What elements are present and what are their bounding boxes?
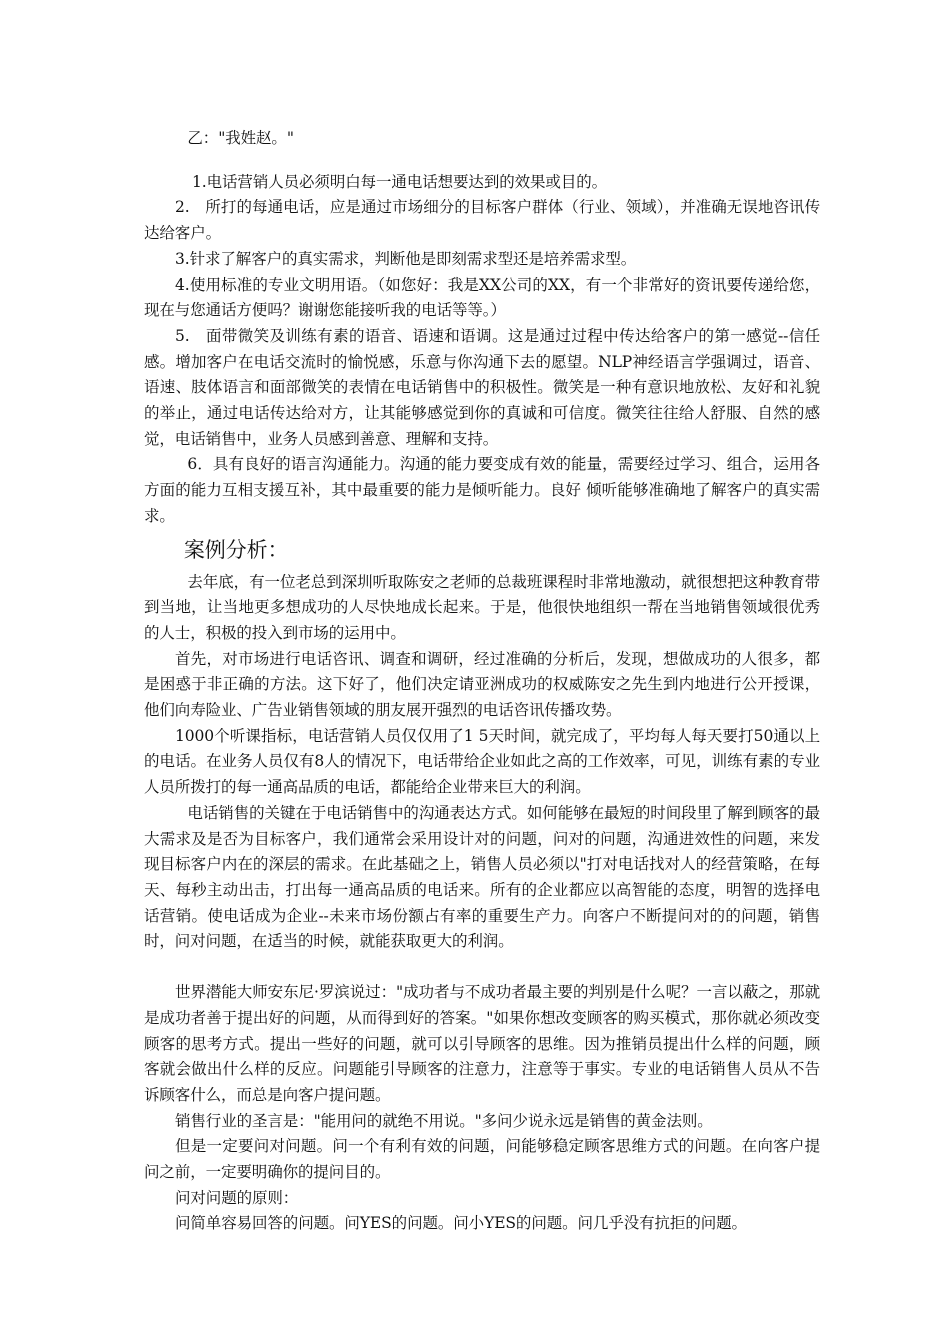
- point-4: 4.使用标准的专业文明用语。（如您好：我是XX公司的XX，有一个非常好的资讯要传递给您，现在与您通话方便吗？谢谢您能接听我的电话等等。）: [144, 275, 820, 320]
- closing-paragraph: 问简单容易回答的问题。问YES的问题。问小YES的问题。问几乎没有抗拒的问题。: [175, 1214, 747, 1233]
- point-2: 2. 所打的每通电话，应是通过市场细分的目标客户群体（行业、领域），并准确无误地咨讯传达给客户。: [144, 198, 820, 243]
- dialog-line: 乙："我姓赵。": [187, 129, 294, 147]
- point-3: 3.针求了解客户的真实需求，判断他是即刻需求型还是培养需求型。: [175, 249, 637, 268]
- case-paragraph: 1000个听课指标，电话营销人员仅仅用了1 5天时间，就完成了，平均每人每天要打50通以上的电话。在业务人员仅有8人的情况下，电话带给企业如此之高的工作效率，可见，训练有素的专业人员所拨打的每一通高品质的电话，都能给企业带来巨大的利润。: [144, 726, 820, 797]
- spacer: [144, 955, 820, 980]
- closing-paragraph: 问对问题的原则：: [175, 1188, 299, 1207]
- case-paragraph: 电话销售的关键在于电话销售中的沟通表达方式。如何能够在最短的时间段里了解到顾客的最大需求及是否为目标客户，我们通常会采用设计对的问题，问对的问题，沟通进效性的问题，来发现目标客户内在的深层的需求。在此基础之上，销售人员必须以"打对电话找对人的经营策略，在每天、每秒主动出击，打出每一通高品质的电话来。所有的企业都应以高智能的态度，明智的选择电话营销。使电话成为企业--未来市场份额占有率的重要生产力。向客户不断提问对的的问题，销售时，问对问题，在适当的时候，就能获取更大的利润。: [144, 803, 820, 951]
- point-1: 1.电话营销人员必须明白每一通电话想要达到的效果或目的。: [192, 172, 608, 191]
- spacer: [144, 152, 820, 170]
- closing-paragraph: 世界潜能大师安东尼·罗滨说过："成功者与不成功者最主要的判别是什么呢？一言以蔽之，那就是成功者善于提出好的问题，从而得到好的答案。"如果你想改变顾客的购买模式，那你就必须改变顾客的思考方式。提出一些好的问题，就可以引导顾客的思维。因为推销员提出什么样的问题，顾客就会做出什么样的反应。问题能引导顾客的注意力，注意等于事实。专业的电话销售人员从不告诉顾客什么，而总是向客户提问题。: [144, 983, 820, 1104]
- document-body: [144, 126, 820, 1237]
- case-heading: 案例分析：: [183, 537, 289, 562]
- closing-paragraph: 销售行业的圣言是："能用问的就绝不用说。"多问少说永远是销售的黄金法则。: [175, 1111, 713, 1130]
- closing-paragraph: 但是一定要问对问题。问一个有利有效的问题，问能够稳定顾客思维方式的问题。在向客户提问之前，一定要明确你的提问目的。: [144, 1137, 820, 1182]
- case-paragraph: 首先，对市场进行电话咨讯、调查和调研，经过准确的分析后，发现，想做成功的人很多，都是困惑于非正确的方法。这下好了，他们决定请亚洲成功的权威陈安之先生到内地进行公开授课，他们向寿险业、广告业销售领域的朋友展开强烈的电话咨讯传播攻势。: [144, 649, 820, 720]
- case-paragraph: 去年底，有一位老总到深圳听取陈安之老师的总裁班课程时非常地激动，就很想把这种教育带到当地，让当地更多想成功的人尽快地成长起来。于是，他很快地组织一帮在当地销售领域很优秀的人士，积极的投入到市场的运用中。: [144, 572, 820, 642]
- point-6: 6．具有良好的语言沟通能力。沟通的能力要变成有效的能量，需要经过学习、组合，运用各方面的能力互相支援互补，其中最重要的能力是倾听能力。良好 倾听能够准确地了解客户的真实需求。: [144, 455, 820, 525]
- point-5: 5. 面带微笑及训练有素的语音、语速和语调。这是通过过程中传达给客户的第一感觉--信任感。增加客户在电话交流时的愉悦感，乐意与你沟通下去的愿望。NLP神经语言学强调过，语音、语速、肢体语言和面部微笑的表情在电话销售中的积极性。微笑是一种有意识地放松、友好和礼貌的举止，通过电话传达给对方，让其能够感觉到你的真诚和可信度。微笑往往给人舒服、自然的感觉，电话销售中，业务人员感到善意、理解和支持。: [144, 326, 820, 448]
